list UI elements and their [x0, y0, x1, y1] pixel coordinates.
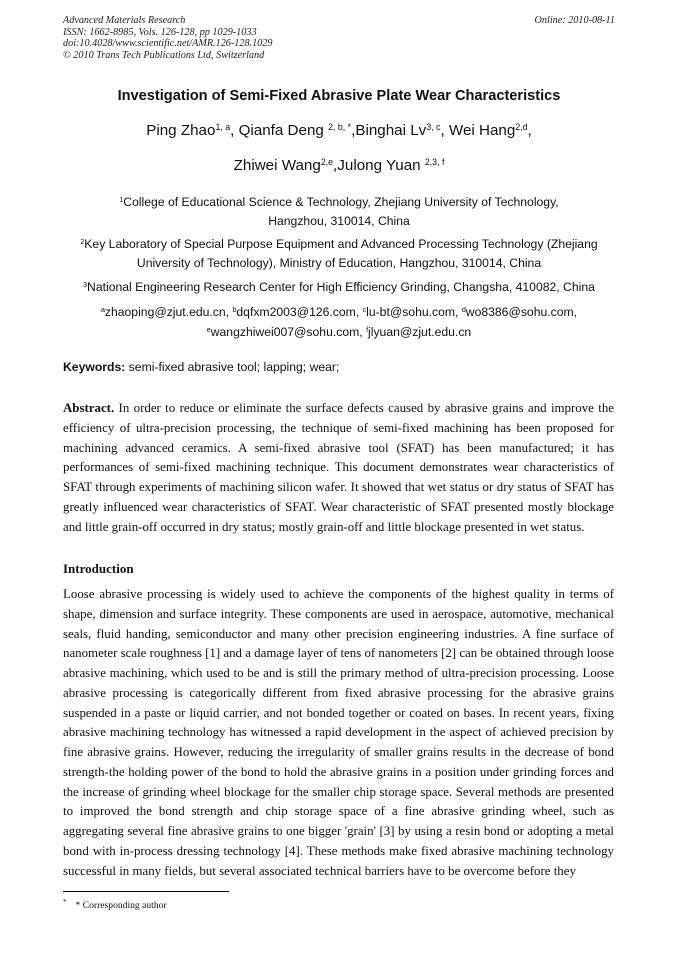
journal-name: Advanced Materials Research: [63, 15, 186, 26]
author: Zhiwei Wang$^{2,e}$,: [233, 157, 338, 174]
abstract-label: Abstract.: [63, 401, 115, 415]
keywords-label: Keywords:: [63, 360, 126, 374]
affiliation-1: $^1$College of Educational Science & Technology, Zhejiang University of Technology, Hangzhou, 310014, China: [119, 195, 559, 228]
abstract-text: In order to reduce or eliminate the surface defects caused by abrasive grains and improve the efficiency of ultra-precision processing, the technique of semi-fixed machining has been proposed for machining advanced ceramics. A semi-fixed abrasive tool (SFAT) has been manufactured; it has performances of semi-fixed machining technique. This document demonstrates wear characteristics of SFAT through experiments of machining silicon wafer. It showed that wet status or dry status of SFAT has greatly influenced wear characteristics of SFAT. Wear characteristic of SFAT presented mostly blockage and little grain-off occurred in dry status; mostly grain-off and little blockage presented in wet status.: [63, 401, 614, 534]
issn-line: ISSN: 1662-8985, Vols. 126-128, pp 1029-1033: [63, 26, 257, 38]
email-link[interactable]: $^b$dqfxm2003@126.com: [232, 305, 356, 319]
email-link[interactable]: $^e$wangzhiwei007@sohu.com: [206, 325, 360, 339]
affiliation-3: $^3$National Engineering Research Center for High Efficiency Grinding, Changsha, 410082, China: [83, 280, 595, 294]
author-line-1: [20, 122, 658, 139]
affiliation-2: $^2$Key Laboratory of Special Purpose Equipment and Advanced Processing Technology (Zhejiang University of Technology), Ministry of Education, Hangzhou, 310014, China: [80, 237, 598, 270]
email-link[interactable]: $^d$wo8386@sohu.com: [461, 305, 574, 319]
copyright-line: © 2010 Trans Tech Publications Ltd, Switzerland: [63, 49, 265, 61]
keywords-text: semi-fixed abrasive tool; lapping; wear;: [125, 360, 340, 374]
introduction-text: Loose abrasive processing is widely used to achieve the components of the highest quality in terms of shape, dimension and surface integrity. These components are used in aerospace, automotive, mechanical seals, fluid handing, semiconductor and many other precision engineering industries. A fine surface of nanometer scale roughness [1] and a damage layer of tens of nanometers [2] can be obtained through loose abrasive machining, which used to be and is still the primary method of ultra-precision processing. Loose abrasive processing is categorically different from fixed abrasive processing for the abrasive grains suspended in a paste or liquid carrier, and not bonded together or coated on bases. In recent years, fixing abrasive machining technology has witnessed a rapid development in the aspect of achieved precision by fine abrasive grains. However, reducing the irregularity of smaller grains results in the decrease of bond strength-the holding power of the bond to hold the abrasive grains in a position under grinding forces and the increase of grinding wheel blockage for the smaller chip storage space. Several methods are presented to improved the bond strength and chip storage space of a fine abrasive grinding wheel, such as aggregating several fine abrasive grains to one bigger 'grain' [3] by using a resin bond or adopting a metal bond with in-process dressing technology [4]. These methods make fixed abrasive machining technology successful in many fields, but several associated technical barriers have to be overcome before they: [63, 587, 614, 878]
footnote-divider: [63, 891, 229, 892]
author: Ping Zhao$^{1, a}$,: [146, 122, 239, 139]
introduction-heading: Introduction: [63, 561, 134, 576]
footnote-text: * Corresponding author: [75, 900, 167, 911]
author: Binghai Lv$^{3, c}$,: [355, 122, 449, 139]
email-link[interactable]: $^a$zhaoping@zjut.edu.cn: [100, 305, 226, 319]
email-link[interactable]: $^f$jlyuan@zjut.edu.cn: [366, 325, 472, 339]
footnote-mark: *: [63, 898, 67, 906]
footnote: [63, 898, 167, 911]
journal-header: [63, 15, 272, 61]
email-list: $^a$zhaoping@zjut.edu.cn, $^b$dqfxm2003@126.com, $^c$lu-bt@sohu.com, $^d$wo8386@sohu.com, $^e$wangzhiwei007@sohu.com, $^f$jlyuan@zjut.edu.cn: [100, 305, 578, 339]
paper-title: Investigation of Semi-Fixed Abrasive Plate Wear Characteristics: [117, 88, 561, 104]
author: Julong Yuan $^{2,3, f}$: [337, 157, 445, 174]
author: Qianfa Deng $^{2, b, *}$,: [238, 122, 356, 139]
author-line-2: [20, 157, 658, 174]
email-link[interactable]: $^c$lu-bt@sohu.com: [362, 305, 456, 319]
doi-line[interactable]: doi:10.4028/www.scientific.net/AMR.126-128.1029: [63, 38, 273, 49]
online-date: Online: 2010-08-11: [534, 15, 615, 26]
abstract: [63, 399, 614, 537]
keywords: [63, 360, 339, 374]
author: Wei Hang$^{2,d}$,: [448, 122, 532, 139]
